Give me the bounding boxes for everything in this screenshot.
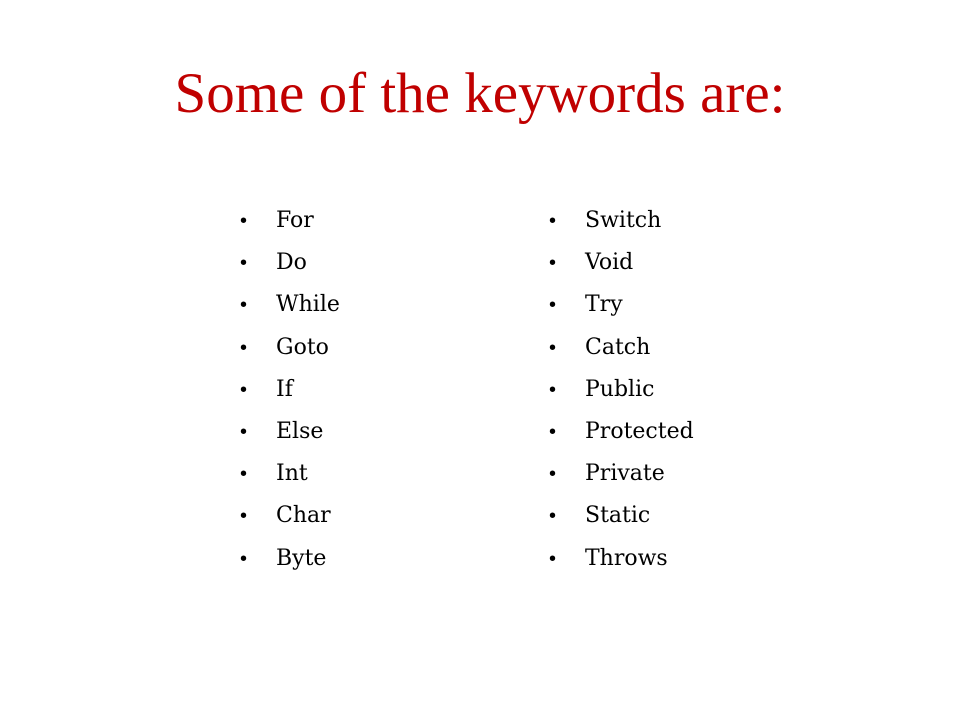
- keyword-label: Void: [585, 250, 634, 276]
- slide-title: Some of the keywords are:: [174, 62, 786, 125]
- bullet-icon: •: [240, 547, 248, 570]
- keyword-label: Private: [585, 461, 665, 487]
- keyword-label: Byte: [276, 545, 327, 571]
- keyword-label: Goto: [276, 334, 329, 360]
- keyword-label: Throws: [585, 545, 668, 571]
- keyword-label: Try: [585, 292, 623, 318]
- bullet-icon: •: [549, 210, 557, 232]
- bullet-icon: •: [549, 336, 557, 359]
- keyword-label: Catch: [585, 334, 651, 360]
- bullet-icon: •: [549, 252, 557, 275]
- keyword-label: Else: [276, 418, 324, 444]
- bullet-icon: •: [240, 294, 248, 317]
- keyword-label: Int: [276, 461, 308, 487]
- bullet-icon: •: [240, 420, 248, 443]
- bullet-icon: •: [240, 463, 248, 486]
- bullet-icon: •: [240, 336, 248, 359]
- keyword-label: For: [276, 208, 314, 233]
- keyword-label: Public: [585, 376, 655, 402]
- bullet-icon: •: [549, 420, 557, 443]
- bullet-icon: •: [240, 378, 248, 401]
- bullet-icon: •: [549, 378, 557, 401]
- keyword-label: Do: [276, 250, 307, 276]
- bullet-icon: •: [240, 252, 248, 275]
- keyword-label: While: [276, 292, 340, 318]
- bullet-icon: •: [549, 547, 557, 570]
- bullet-icon: •: [549, 463, 557, 486]
- keyword-label: Switch: [585, 208, 662, 233]
- bullet-icon: •: [240, 505, 248, 528]
- keyword-label: Protected: [585, 418, 694, 444]
- keyword-label: Static: [585, 503, 651, 529]
- keyword-label: If: [276, 376, 293, 402]
- keyword-label: Char: [276, 503, 331, 529]
- bullet-icon: •: [549, 505, 557, 528]
- bullet-icon: •: [240, 210, 248, 232]
- bullet-icon: •: [549, 294, 557, 317]
